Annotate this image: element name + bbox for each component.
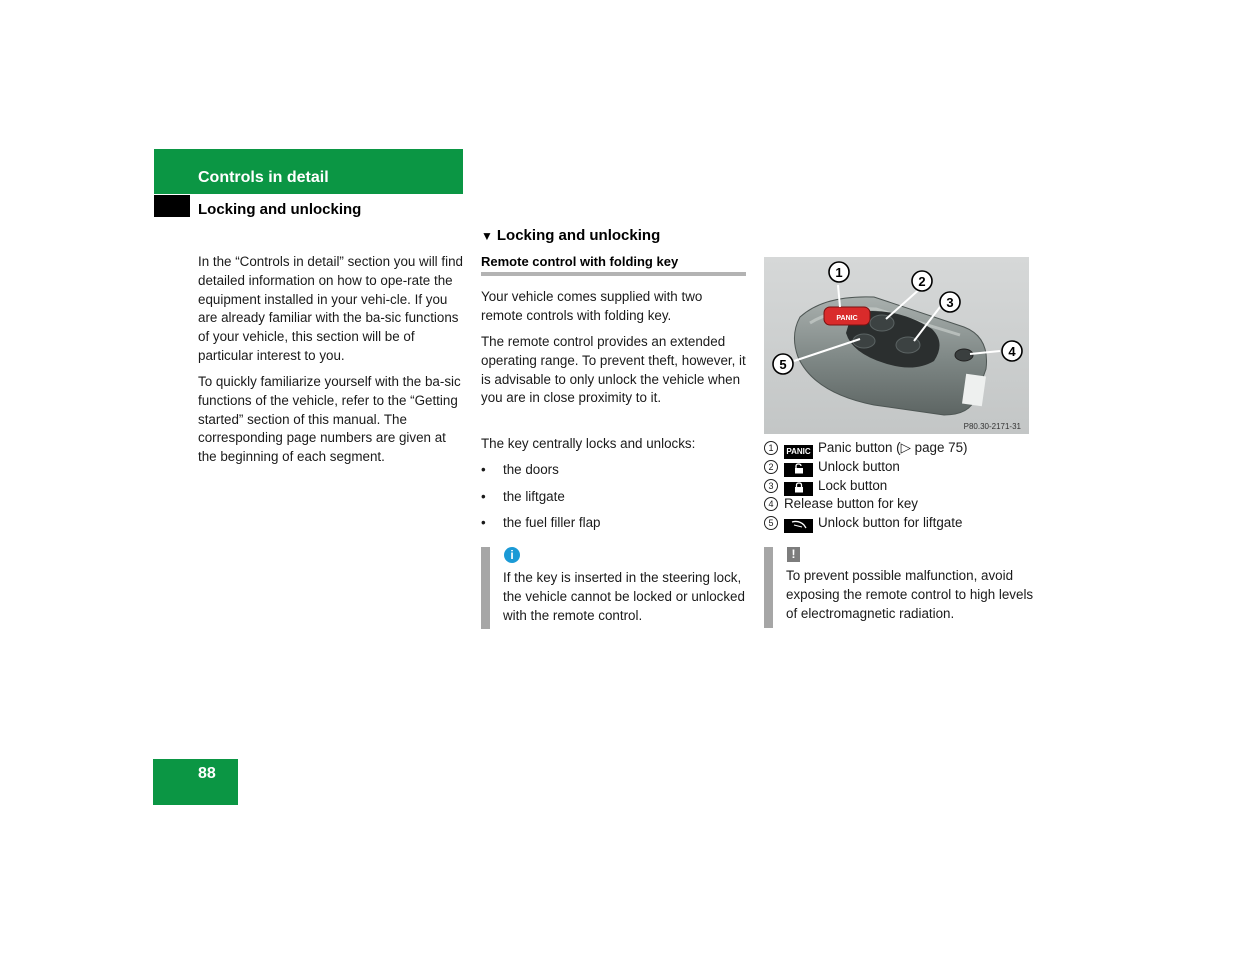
legend-text: Lock button [818, 477, 888, 493]
section-heading-text: Locking and unlocking [496, 227, 661, 244]
number-badge: 2 [764, 460, 778, 474]
number-badge: 5 [764, 516, 778, 530]
intro-paragraph-1: In the “Controls in detail” section you will find detailed information on how to ope-rate the equipment installed in your vehi-cle. If you are already familiar with the ba-sic functions of your vehicle, this section will be of particular interest to you. [198, 254, 463, 363]
warning-note-text: To prevent possible malfunction, avoid exposing the remote control to high levels of electromagnetic radiation. [786, 568, 1034, 621]
section-subtitle: Locking and unlocking [198, 201, 362, 218]
svg-text:5: 5 [779, 357, 787, 372]
unlock-icon [784, 463, 813, 477]
number-badge: 1 [764, 441, 778, 455]
list-item: • the doors [481, 461, 747, 488]
list-item: • the fuel filler flap [481, 514, 747, 541]
body-paragraph-3: The key centrally locks and unlocks: [481, 436, 696, 451]
section-heading [481, 227, 660, 244]
list-item: • the liftgate [481, 488, 747, 515]
info-icon: i [504, 547, 520, 563]
legend-text: Unlock button [818, 458, 900, 474]
bullet-list [481, 461, 747, 541]
figure-legend [764, 439, 1034, 533]
figure-code: P80.30-2171-31 [963, 422, 1021, 431]
lock-icon [784, 482, 813, 496]
legend-text: Panic button (▷ page 75) [818, 440, 968, 455]
panic-icon: PANIC [784, 445, 813, 459]
info-note-bar [481, 547, 490, 629]
liftgate-icon [784, 519, 813, 533]
legend-item [764, 458, 1034, 477]
number-badge: 3 [764, 479, 778, 493]
legend-item [764, 514, 1034, 533]
legend-text: Unlock button for liftgate [818, 515, 963, 531]
number-badge: 4 [764, 497, 778, 511]
subheading-rule [481, 272, 746, 276]
section-tab-marker [154, 195, 190, 217]
info-note-text: If the key is inserted in the steering lock, the vehicle cannot be locked or unlocked with the remote control. [503, 570, 745, 623]
subheading: Remote control with folding key [481, 254, 679, 269]
svg-text:PANIC: PANIC [836, 315, 858, 322]
remote-key-photo [764, 257, 1029, 434]
remote-key-illustration [764, 257, 1029, 434]
legend-item [764, 477, 1034, 496]
page-number: 88 [198, 765, 216, 782]
svg-text:3: 3 [946, 295, 954, 310]
legend-item [764, 495, 1034, 514]
triangle-down-icon: ▼ [481, 229, 493, 243]
svg-text:4: 4 [1008, 344, 1016, 359]
svg-text:2: 2 [918, 274, 926, 289]
exclamation-icon: ! [787, 547, 800, 562]
intro-paragraph-2: To quickly familiarize yourself with the ba-sic functions of the vehicle, refer to the “Getting started” section of this manual. The corresponding page numbers are given at the beginning of each segment. [198, 374, 461, 465]
body-paragraph-2: The remote control provides an extended operating range. To prevent theft, however, it is advisable to only unlock the vehicle when you are in close proximity to it. [481, 334, 746, 406]
svg-text:1: 1 [835, 265, 843, 280]
legend-text: Release button for key [784, 496, 918, 512]
chapter-title: Controls in detail [198, 169, 329, 186]
body-paragraph-1: Your vehicle comes supplied with two remote controls with folding key. [481, 289, 703, 323]
warning-note-bar [764, 547, 773, 628]
legend-item [764, 439, 1034, 458]
page-number-box [153, 759, 238, 805]
